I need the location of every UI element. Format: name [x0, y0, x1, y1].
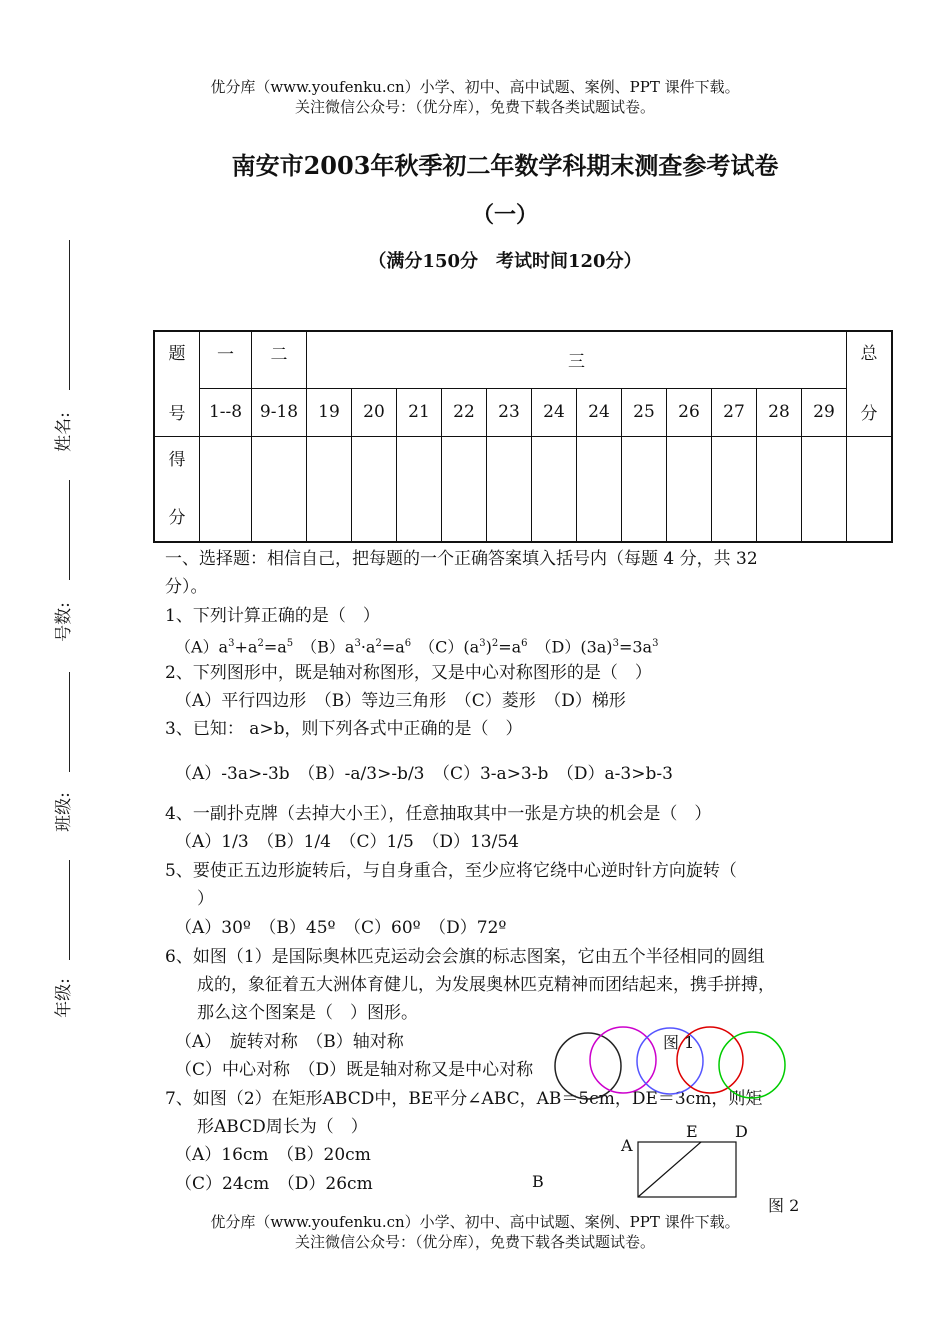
score-cell[interactable] — [252, 437, 307, 543]
point-a: A — [621, 1136, 633, 1155]
total-top: 总 — [860, 344, 878, 364]
col-header: 28 — [757, 388, 802, 436]
side-line — [69, 240, 70, 390]
score-cell[interactable] — [802, 437, 847, 543]
score-cell[interactable] — [577, 437, 622, 543]
score-cell[interactable] — [712, 437, 757, 543]
point-e: E — [686, 1122, 698, 1141]
side-line — [69, 860, 70, 960]
score-table — [153, 330, 893, 543]
score-cell[interactable] — [757, 437, 802, 543]
question-7-options-2: （C）24cm （D）26cm — [175, 1174, 373, 1194]
point-d: D — [735, 1122, 748, 1141]
score-label-bottom: 分 — [168, 508, 186, 528]
question-6-line-3: 那么这个图案是（ ）图形。 — [197, 1003, 418, 1023]
question-4: 4、一副扑克牌（去掉大小王），任意抽取其中一张是方块的机会是（ ） — [165, 804, 712, 824]
ring-green — [719, 1032, 785, 1098]
section-intro-2: 分）。 — [165, 577, 208, 597]
row-label-top: 题 — [168, 344, 186, 364]
score-cell-total[interactable] — [847, 437, 893, 543]
score-cell[interactable] — [532, 437, 577, 543]
col-header: 1--8 — [200, 388, 252, 436]
col-header: 23 — [487, 388, 532, 436]
col-header: 24 — [532, 388, 577, 436]
total-header — [847, 331, 893, 437]
col-header: 25 — [622, 388, 667, 436]
score-cell[interactable] — [667, 437, 712, 543]
question-2: 2、下列图形中，既是轴对称图形，又是中心对称图形的是（ ） — [165, 663, 652, 683]
section-intro-1: 一、选择题：相信自己，把每题的一个正确答案填入括号内（每题 4 分，共 32 — [165, 549, 758, 569]
col-header: 29 — [802, 388, 847, 436]
row-label-bottom: 号 — [168, 404, 186, 424]
question-5-line-1: 5、要使正五边形旋转后，与自身重合，至少应将它绕中心逆时针方向旋转（ — [165, 861, 737, 881]
question-3-options: （A）-3a>-3b （B）-a/3>-b/3 （C）3-a>3-b （D）a-3>b-3 — [175, 764, 673, 784]
score-label-top: 得 — [168, 450, 186, 470]
question-6-options-2: （C）中心对称 （D）既是轴对称又是中心对称 — [175, 1060, 534, 1080]
score-cell[interactable] — [397, 437, 442, 543]
col-header: 24 — [577, 388, 622, 436]
score-cell[interactable] — [352, 437, 397, 543]
side-label-name: 姓名: — [54, 412, 74, 452]
row-label-question — [154, 331, 200, 437]
col-header: 26 — [667, 388, 712, 436]
col-header: 19 — [307, 388, 352, 436]
question-6-line-1: 6、如图（1）是国际奥林匹克运动会会旗的标志图案，它由五个半径相同的圆组 — [165, 947, 765, 967]
footer-line-2: 关注微信公众号：（优分库），免费下载各类试题试卷。 — [294, 1233, 655, 1251]
score-info: （满分150分 考试时间120分） — [368, 251, 642, 272]
question-1-options: $(A)a^3+a^2=a^5$ $(B)a^3\cdot a^2=a^6$ $(C)(a^3)^2=a^6$ $(D)(3a)^3=3a^3$ — [175, 637, 659, 657]
question-1: 1、下列计算正确的是（ ） — [165, 606, 380, 626]
score-cell[interactable] — [622, 437, 667, 543]
score-cell[interactable] — [442, 437, 487, 543]
header-line-2: 关注微信公众号：（优分库），免费下载各类试题试卷。 — [294, 98, 655, 116]
question-2-options: （A）平行四边形 （B）等边三角形 （C）菱形 （D）梯形 — [175, 691, 626, 711]
total-bottom: 分 — [860, 404, 878, 424]
col-header: 9-18 — [252, 388, 307, 436]
side-line — [69, 672, 70, 772]
question-4-options: （A）1/3 （B）1/4 （C）1/5 （D）13/54 — [175, 832, 519, 852]
question-5-line-2: ） — [197, 889, 214, 909]
group-3-header: 三 — [307, 331, 847, 388]
header-line-1: 优分库（www.youfenku.cn）小学、初中、高中试题、案例、PPT 课件下载。 — [210, 78, 740, 96]
side-label-grade: 年级: — [54, 978, 74, 1018]
question-7-line-2: 形ABCD周长为（ ） — [197, 1117, 368, 1137]
figure-1-label: 图 1 — [663, 1033, 695, 1052]
line-be — [638, 1142, 701, 1197]
side-label-class: 班级: — [54, 792, 74, 832]
score-cell[interactable] — [307, 437, 352, 543]
score-cell[interactable] — [487, 437, 532, 543]
question-5-options: （A）30º （B）45º （C）60º （D）72º — [175, 918, 507, 938]
side-line — [69, 480, 70, 580]
col-header: 22 — [442, 388, 487, 436]
page-subtitle: （一） — [471, 202, 538, 228]
col-header: 20 — [352, 388, 397, 436]
question-3: 3、已知： a>b，则下列各式中正确的是（ ） — [165, 719, 523, 739]
question-6-line-2: 成的，象征着五大洲体育健儿，为发展奥林匹克精神而团结起来，携手拼搏， — [197, 975, 775, 995]
footer-line-1: 优分库（www.youfenku.cn）小学、初中、高中试题、案例、PPT 课件下载。 — [210, 1213, 740, 1231]
question-7-line-1: 7、如图（2）在矩形ABCD中，BE平分∠ABC，AB＝5cm，DE＝3cm，则矩 — [165, 1089, 763, 1109]
question-7-options-1: （A）16cm （B）20cm — [175, 1145, 371, 1165]
group-2-header: 二 — [252, 331, 307, 388]
rectangle-figure — [630, 1135, 750, 1205]
score-row-label — [154, 437, 200, 543]
ring-black — [555, 1033, 621, 1099]
group-1-header: 一 — [200, 331, 252, 388]
score-cell[interactable] — [200, 437, 252, 543]
figure-2-label: 图 2 — [768, 1196, 800, 1215]
col-header: 21 — [397, 388, 442, 436]
side-label-number: 号数: — [54, 602, 74, 642]
rectangle-abcd — [638, 1142, 736, 1197]
question-6-options-1: （A） 旋转对称 （B）轴对称 — [175, 1032, 404, 1052]
page-title: 南安市2003年秋季初二年数学科期末测查参考试卷 — [231, 151, 779, 180]
col-header: 27 — [712, 388, 757, 436]
point-b: B — [532, 1172, 544, 1191]
